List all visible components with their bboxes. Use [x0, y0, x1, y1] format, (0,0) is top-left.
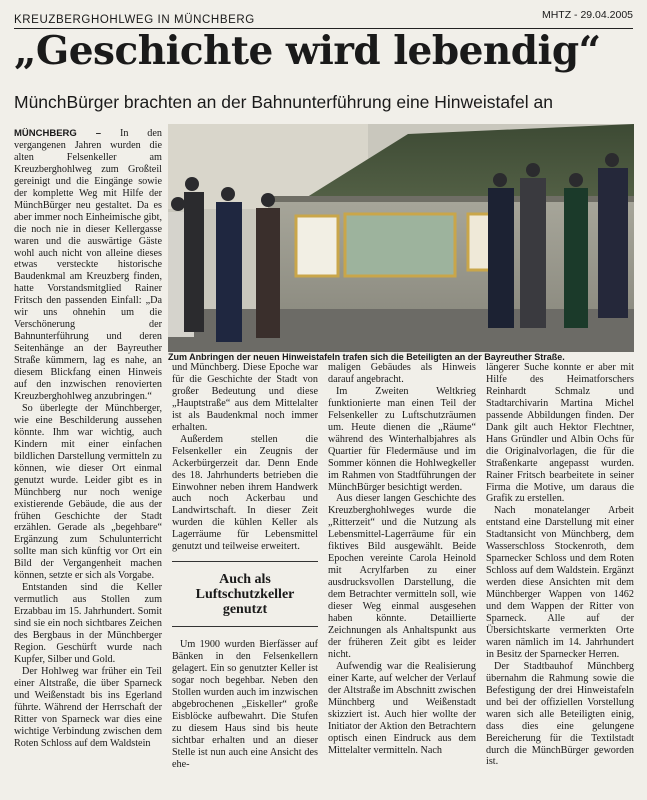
news-photo [168, 124, 634, 352]
photo-caption: Zum Anbringen der neuen Hinweistafeln trafen sich die Beteiligten an der Bayreuther Straße. [168, 352, 565, 362]
paragraph: Außerdem stellen die Felsenkeller ein Zeugnis der Ackerbürgerzeit dar. Denn Ende des 18. Jahrhunderts betrieben die Einwohner neben ihrem Handwerk auch noch Ackerbau und Landwirtschaft. In dieser Zeit wurden die kühlen Keller als Lagerräume für Lebensmittel genutzt und teilweise erweitert. [172, 433, 318, 553]
paragraph: MÜNCHBERG – In den vergangenen Jahren wurden die alten Felsenkeller am Kreuzberghohlweg zum Großteil gereinigt und die Eingänge sowie der komplette Weg mit Hilfe der MünchBürger neu gestaltet. Da es aber immer noch Einheimische gibt, die noch nie in dieser Kellergasse waren und die auswärtige Gäste wohl auch nicht von alleine dieses etwas versteckte historische Baudenkmal am Kreuzberg finden, hatte Vorstandsmitglied Rainer Fritsch den passenden Einfall: „Da wir uns ohnehin um die Verschönerung der Bahnunterführung und deren Seitenhänge an der Bayreuther Straße kümmern, lag es nahe, an diesem Blickfang einen Hinweis auf den inzwischen renovierten Kreuzberghohlweg anzubringen.“ [14, 128, 162, 402]
intertitle-box [172, 561, 318, 627]
paragraph: Entstanden sind die Keller vermutlich aus Stollen zum Erzabbau im 15. Jahrhundert. Somit sind sie ein noch sichtbares Zeichen des Bergbaus in der Münchberger Region. Geschürft wurde nach Kupfer, Silber und Gold. [14, 582, 162, 665]
subheadline: MünchBürger brachten an der Bahnunterführung eine Hinweistafel an [14, 92, 553, 112]
paragraph: längerer Suche konnte er aber mit Hilfe des Heimatforschers Reinhardt Schmalz und Stadtarchivarin Martina Michel passende Abbildungen finden. Der Dank gilt auch Hektor Flechtner, Hans Gründler und Albin Ochs für die Originalvorlagen, die für die Straßenkarte angepasst wurden. Rainer Fritsch bearbeitete in seiner Firma die Motive, um daraus die Grafik zu erstellen. [486, 362, 634, 505]
article-column-3 [328, 362, 476, 796]
box-spacer [172, 553, 318, 639]
paragraph: Im Zweiten Weltkrieg funktionierte man einen Teil der Felsenkeller zu Luftschutzräumen um. Heute dienen die „Räume“ während des Winterhalbjahres als Quartier für Fledermäuse und im Sommer können die Hohlwegkeller im Rahmen von Stadtführungen der MünchBürger besichtigt werden. [328, 385, 476, 493]
article-column-1 [14, 128, 162, 796]
headline: „Geschichte wird lebendig“ [14, 28, 601, 74]
article-column-2 [172, 362, 318, 796]
paragraph: Der Hohlweg war früher ein Teil einer Altstraße, die über Sparneck und Weißenstadt bis ins Egerland führte. Während der Herrschaft der Ritter von Sparneck war dies eine wichtige Verbindung zwischen dem Roten Schloss auf dem Waldstein [14, 665, 162, 749]
rubric-label: KREUZBERGHOHLWEG IN MÜNCHBERG [14, 14, 255, 26]
photo-illustration [168, 124, 634, 352]
paragraph: maligen Gebäudes als Hinweis darauf angebracht. [328, 362, 476, 385]
source-date: MHTZ - 29.04.2005 [541, 9, 633, 21]
dateline: MÜNCHBERG – [14, 128, 102, 139]
paragraph: Der Stadtbauhof Münchberg übernahm die Rahmung sowie die Befestigung der drei Hinweistafeln und bei der offiziellen Vorstellung waren sich alle Beteiligten einig, dass dies eine gelungene Bereicherung für die Textilstadt durch die MünchBürger geworden ist. [486, 660, 634, 768]
paragraph: Um 1900 wurden Bierfässer auf Bänken in den Felsenkellern gelagert. Ein so genutzter Keller ist sogar noch begehbar. Neben den Stollen wurden auch im inzwischen abgebrochenen „Eiskeller“ große Eisblöcke aufbewahrt. Die Stufen zu diesem Haus sind bis heute sichtbar erhalten und an dieser Stelle ist nun auch eine Ansicht des ehe- [172, 639, 318, 770]
paragraph: Aufwendig war die Realisierung einer Karte, auf welcher der Verlauf der Altstraße im Abschnitt zwischen Münchberg und Weißenstadt skizziert ist. Auch hier wollte der Initiator der Aktion den Betrachtern optisch einen Eindruck aus dem Mittelalter vermitteln. Nach [328, 660, 476, 756]
paragraph: Aus dieser langen Geschichte des Kreuzberghohlweges wurde die „Ritterzeit“ und die Nutzung als Lebensmittel-Lagerräume für ein fiktives Bild ausgewählt. Beide Epochen vereinte Carola Heinold mit Acrylfarben zu einer ausdrucksvollen Darstellung, die dem Betrachter vermitteln soll, wie dieser Weg einmal ausgesehen haben könnte. Detaillierte Zeichnungen als Anhaltspunkt aus der früheren Zeit gibt es leider nicht. [328, 493, 476, 660]
article-column-4 [486, 362, 634, 796]
paragraph: und Münchberg. Diese Epoche war für die Geschichte der Stadt von großer Bedeutung und diese „Hauptstraße“ aus dem Mittelalter ist als Baudenkmal noch immer erhalten. [172, 362, 318, 433]
intertitle: Auch als Luftschutzkeller genutzt [195, 571, 295, 617]
paragraph: So überlegte der Münchberger, wie eine Beschilderung aussehen könnte. Ihm war wichtig, auch Kindern mit einer einfachen bildlichen Darstellung vermitteln zu können, wie dieser Ort einmal genutzt wurde. Leider gibt es in Münchberg nur noch wenige existierende Gebäude, die aus der frühen Geschichte der Stadt erzählen. Gerade als „begehbare“ Ergänzung zum Schulunterricht sollte man sich künftig vor Ort ein Bild der Vergangenheit machen können, setzte er sich als Vorgabe. [14, 402, 162, 582]
paragraph: Nach monatelanger Arbeit entstand eine Darstellung mit einer Stadtansicht von Münchberg, dem Wasserschloss Stockenroth, dem Sparnecker Schloss und dem Roten Schloss auf dem Waldstein. Ergänzt werden diese Ansichten mit dem Münchberger Wappen von 1462 und dem Wappen der Ritter von Sparneck. Alle auf der Übersichtskarte vermerkten Orte waren nämlich im 14. Jahrhundert in Besitz der Sparnecker Herren. [486, 505, 634, 660]
